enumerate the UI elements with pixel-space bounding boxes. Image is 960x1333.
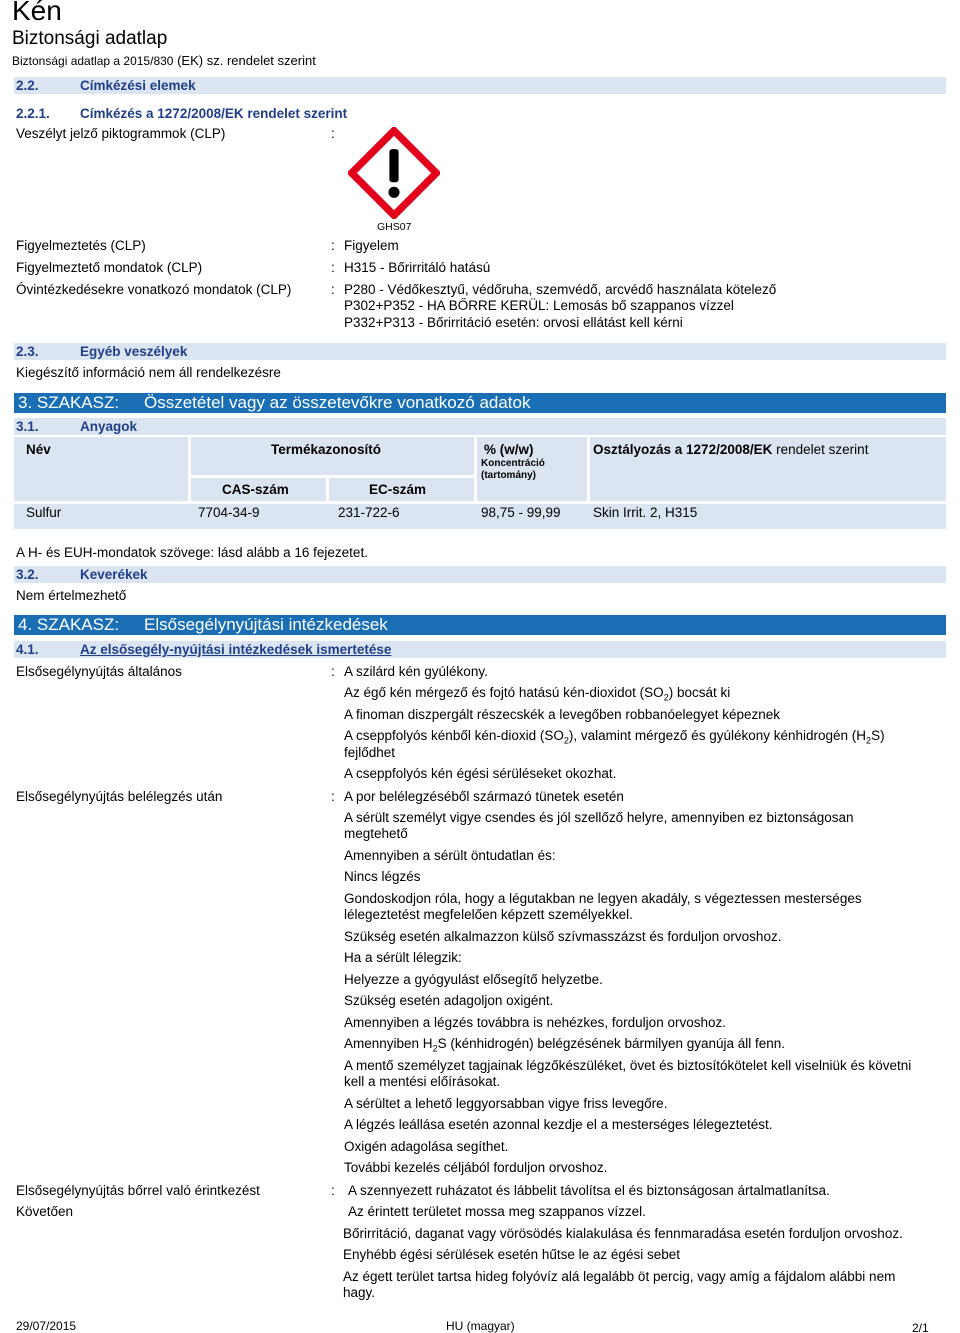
- colon: :: [331, 664, 335, 679]
- first-aid-general-line: Az égő kén mérgező és fojtó hatású kén-dioxidot $(SO_2)$ bocsát ki: [344, 685, 731, 703]
- first-aid-inhalation-line: A sérültet a lehető leggyorsabban vigye friss levegőre.: [344, 1096, 668, 1111]
- h-statements-note: A H- és EUH-mondatok szövege: lásd alább a 16 fejezetet.: [16, 545, 368, 560]
- regulation-prefix: Biztonsági adatlap a 2015/830: [12, 54, 174, 68]
- subsection-title: Címkézési elemek: [80, 78, 196, 93]
- subsection-2-2-1: [14, 105, 946, 122]
- column-header-range: (tartomány): [481, 470, 537, 481]
- first-aid-inhalation-line: kell a mentési előírásokat.: [344, 1074, 501, 1089]
- first-aid-inhalation-line: Amennyiben a légzés továbbra is nehézkes, forduljon orvoshoz.: [344, 1015, 726, 1030]
- first-aid-inhalation-line: Amennyiben $H_2S$ (kénhidrogén) belégzésének bármilyen gyanúja áll fenn.: [344, 1036, 786, 1054]
- first-aid-skin-line: Enyhébb égési sérülések esetén hűtse le az égési sebet: [343, 1247, 680, 1262]
- cell-cas: 7704-34-9: [198, 505, 260, 520]
- subsection-title: Anyagok: [80, 419, 138, 434]
- first-aid-inhalation-line: Nincs légzés: [344, 869, 421, 884]
- subsection-number: 2.3.: [16, 344, 39, 359]
- precautionary-statements-label: Óvintézkedésekre vonatkozó mondatok (CLP): [16, 282, 292, 297]
- signal-word-value: Figyelem: [344, 238, 399, 253]
- first-aid-inhalation-line: lélegeztetést megfelelően képzett személyekkel.: [344, 907, 633, 922]
- first-aid-skin-line: Az érintett területet mossa meg szappanos vízzel.: [348, 1204, 646, 1219]
- first-aid-inhalation-line: Amennyiben a sérült öntudatlan és:: [344, 848, 556, 863]
- first-aid-general-line: A szilárd kén gyúlékony.: [344, 664, 488, 679]
- colon: :: [331, 126, 335, 141]
- subsection-4-1: [14, 641, 946, 658]
- regulation-ek: (EK): [177, 53, 204, 68]
- precautionary-statement: P332+P313 - Bőrirritáció esetén: orvosi ellátást kell kérni: [344, 315, 683, 330]
- cell-name: Sulfur: [26, 505, 62, 520]
- subsection-number: 2.2.1.: [16, 106, 50, 121]
- first-aid-skin-label-cont: Követően: [16, 1204, 74, 1219]
- subsection-title: Címkézés a 1272/2008/EK rendelet szerint: [80, 106, 348, 121]
- section-number: 3. SZAKASZ:: [18, 393, 120, 412]
- column-header-concentration: Koncentráció: [481, 458, 545, 469]
- document-title: Kén: [12, 0, 62, 26]
- subsection-number: 4.1.: [16, 642, 39, 657]
- column-header-cas: CAS-szám: [222, 482, 289, 497]
- column-header-product-id: Termékazonosító: [271, 442, 382, 457]
- first-aid-inhalation-label: Elsősegélynyújtás belélegzés után: [16, 789, 223, 804]
- substances-table: [14, 437, 946, 529]
- cell-ec: 231-722-6: [338, 505, 400, 520]
- precautionary-statement: P280 - Védőkesztyű, védőruha, szemvédő, arcvédő használata kötelező: [344, 282, 777, 297]
- cell-classification: Skin Irrit. 2, H315: [593, 505, 698, 520]
- pictograms-label: Veszélyt jelző piktogrammok (CLP): [16, 126, 226, 141]
- subsection-title: Egyéb veszélyek: [80, 344, 188, 359]
- exclamation-mark-icon: [348, 127, 440, 219]
- column-header-name: Név: [26, 442, 51, 457]
- column-header-classification: [593, 442, 868, 457]
- hazard-statements-label: Figyelmeztető mondatok (CLP): [16, 260, 203, 275]
- first-aid-inhalation-line: A légzés leállása esetén azonnal kezdje el a mesterséges lélegeztetést.: [344, 1117, 773, 1132]
- first-aid-inhalation-line: Helyezze a gyógyulást elősegítő helyzetbe.: [344, 972, 603, 987]
- first-aid-general-line: fejlődhet: [344, 745, 396, 760]
- first-aid-inhalation-line: A mentő személyzet tagjainak légzőkészüléket, övet és biztosítókötelet kell viselniük és követni: [344, 1058, 912, 1073]
- hazard-statement: H315 - Bőrirritáló hatású: [344, 260, 491, 275]
- colon: :: [331, 238, 335, 253]
- section-3-header: [14, 393, 946, 413]
- colon: :: [331, 1183, 335, 1198]
- subsection-number: 3.1.: [16, 419, 39, 434]
- subsection-title: Keverékek: [80, 567, 148, 582]
- first-aid-inhalation-line: Gondoskodjon róla, hogy a légutakban ne legyen akadály, s végeztessen mesterséges: [344, 891, 862, 906]
- first-aid-inhalation-line: További kezelés céljából forduljon orvoshoz.: [344, 1160, 608, 1175]
- section-title: Összetétel vagy az összetevőkre vonatkozó adatok: [144, 393, 531, 412]
- first-aid-inhalation-line: Ha a sérült lélegzik:: [344, 950, 462, 965]
- other-hazards-text: Kiegészítő információ nem áll rendelkezésre: [16, 365, 281, 380]
- section-title: Elsősegélynyújtási intézkedések: [144, 615, 388, 634]
- precautionary-statement: P302+P352 - HA BŐRRE KERÜL: Lemosás bő szappanos vízzel: [344, 298, 734, 313]
- first-aid-skin-line: hagy.: [343, 1285, 376, 1300]
- column-header-ec: EC-szám: [369, 482, 427, 497]
- first-aid-inhalation-line: A por belélegzéséből származó tünetek esetén: [344, 789, 624, 804]
- first-aid-skin-line: Bőrirritáció, daganat vagy vörösödés kialakulása és fennmaradása esetén forduljon orvoshoz.: [343, 1226, 903, 1241]
- subsection-3-1: [14, 418, 946, 435]
- first-aid-inhalation-line: Szükség esetén adagoljon oxigént.: [344, 993, 554, 1008]
- section-4-header: [14, 615, 946, 635]
- colon: :: [331, 282, 335, 297]
- document-regulation-line: [12, 53, 316, 68]
- first-aid-general-label: Elsősegélynyújtás általános: [16, 664, 182, 679]
- signal-word-label: Figyelmeztetés (CLP): [16, 238, 146, 253]
- colon: :: [331, 789, 335, 804]
- subsection-title: Az elsősegély-nyújtási intézkedések ismertetése: [80, 642, 392, 657]
- regulation-suffix: sz. rendelet szerint: [206, 53, 316, 68]
- first-aid-inhalation-line: Oxigén adagolása segíthet.: [344, 1139, 509, 1154]
- subsection-number: 3.2.: [16, 567, 39, 582]
- first-aid-skin-line: A szennyezett ruházatot és lábbelit távolítsa el és biztonságosan ártalmatlanítsa.: [348, 1183, 830, 1198]
- first-aid-general-line: A finoman diszpergált részecskék a levegőben robbanóelegyet képeznek: [344, 707, 781, 722]
- subsection-number: 2.2.: [16, 78, 39, 93]
- subsection-2-2: [14, 77, 946, 94]
- first-aid-inhalation-line: megtehető: [344, 826, 408, 841]
- first-aid-inhalation-line: A sérült személyt vigye csendes és jól szellőző helyre, amennyiben ez biztonságosan: [344, 810, 854, 825]
- first-aid-general-line: A cseppfolyós kén égési sérüléseket okozhat.: [344, 766, 617, 781]
- footer-page-number: 2/1: [912, 1321, 929, 1333]
- first-aid-skin-line: Az égett terület tartsa hideg folyóvíz alá legalább öt percig, vagy amíg a fájdalom alábbi nem: [343, 1269, 896, 1284]
- first-aid-general-line: A cseppfolyós kénből kén-dioxid $(SO_2)$, valamint mérgező és gyúlékony kénhidrogén $(H_2S)$: [344, 728, 885, 746]
- cell-percent: 98,75 - 99,99: [481, 505, 561, 520]
- classification-header-rest: rendelet szerint: [776, 442, 869, 457]
- document-subtitle: Biztonsági adatlap: [12, 28, 168, 49]
- column-header-percent: % (w/w): [484, 442, 534, 457]
- classification-header-bold: Osztályozás a 1272/2008/EK: [593, 442, 773, 457]
- pictogram-code: GHS07: [377, 221, 412, 233]
- first-aid-skin-label: Elsősegélynyújtás bőrrel való érintkezést: [16, 1183, 260, 1198]
- subsection-3-2: [14, 566, 946, 583]
- colon: :: [331, 260, 335, 275]
- subsection-2-3: [14, 343, 946, 360]
- section-number: 4. SZAKASZ:: [18, 615, 120, 634]
- footer-date: 29/07/2015: [16, 1319, 77, 1333]
- first-aid-inhalation-line: Szükség esetén alkalmazzon külső szívmasszázst és forduljon orvoshoz.: [344, 929, 782, 944]
- mixtures-text: Nem értelmezhető: [16, 588, 127, 603]
- footer-language: HU (magyar): [446, 1319, 515, 1333]
